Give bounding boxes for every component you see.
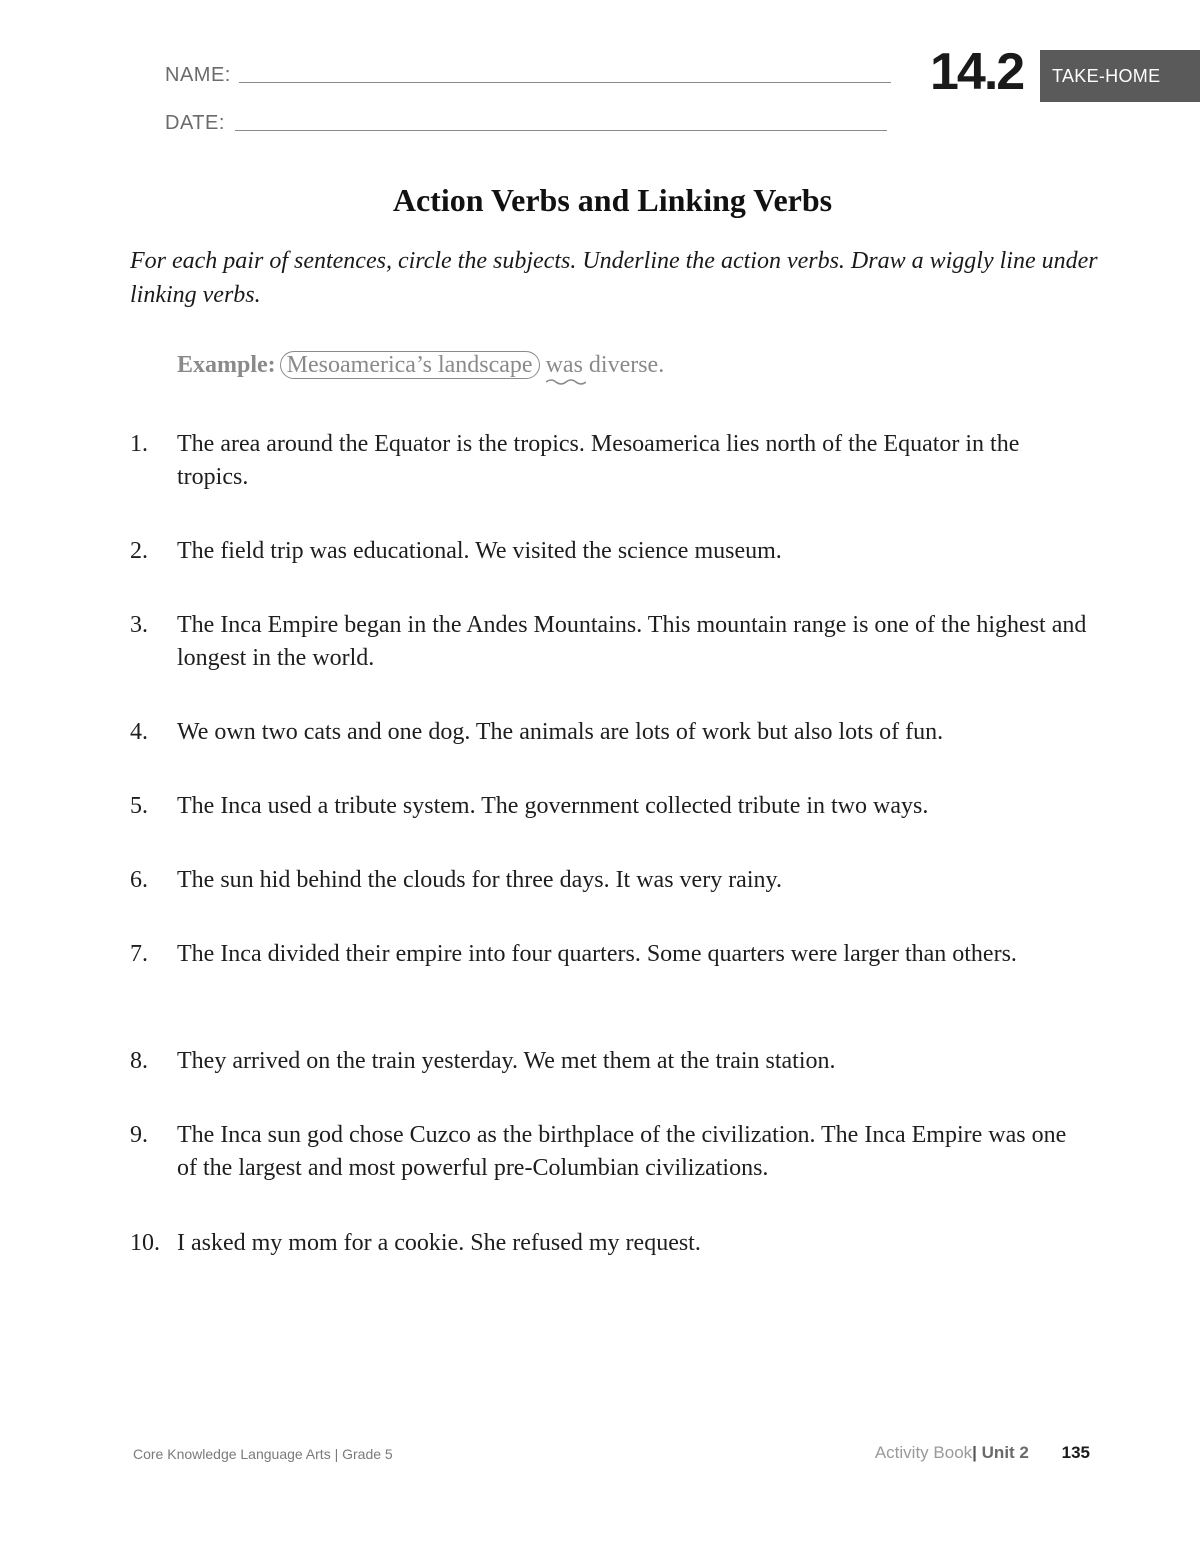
item-text: The Inca Empire began in the Andes Mountains. This mountain range is one of the highest and longest in the world.: [177, 612, 1087, 671]
list-item: [130, 790, 1090, 823]
list-item: [130, 535, 1090, 568]
item-text: The area around the Equator is the tropics. Mesoamerica lies north of the Equator in the tropics.: [177, 431, 1020, 490]
name-field-line[interactable]: [239, 82, 891, 83]
footer-course-info: Core Knowledge Language Arts | Grade 5: [133, 1446, 393, 1462]
page-number: 135: [1061, 1443, 1090, 1462]
item-number: 5.: [130, 793, 148, 819]
name-label: NAME:: [165, 64, 231, 86]
take-home-badge: TAKE-HOME: [1040, 50, 1200, 102]
item-number: 7.: [130, 941, 148, 967]
item-number: 4.: [130, 719, 148, 745]
item-number: 6.: [130, 867, 148, 893]
date-row: [165, 112, 887, 135]
example-rest: diverse.: [588, 352, 665, 378]
item-number: 10.: [130, 1230, 160, 1256]
footer-book: Activity Book: [874, 1443, 973, 1462]
item-text: I asked my mom for a cookie. She refused my request.: [177, 1230, 701, 1256]
item-text: The field trip was educational. We visited the science museum.: [177, 538, 782, 564]
item-number: 9.: [130, 1122, 148, 1148]
date-label: DATE:: [165, 112, 225, 134]
item-number: 2.: [130, 538, 148, 564]
item-text: The Inca sun god chose Cuzco as the birthplace of the civilization. The Inca Empire was one of the largest and most powerful pre-Columbian civilizations.: [177, 1122, 1067, 1181]
list-item: [130, 716, 1090, 749]
date-field-line[interactable]: [235, 130, 887, 131]
example-label: Example:: [177, 352, 276, 378]
item-text: They arrived on the train yesterday. We met them at the train station.: [177, 1048, 836, 1074]
example-linking-verb: [546, 352, 583, 378]
list-item: [130, 938, 1090, 971]
item-number: 8.: [130, 1048, 148, 1074]
instructions: For each pair of sentences, circle the subjects. Underline the action verbs. Draw a wiggly line under linking verbs.: [130, 248, 1098, 308]
list-item: [130, 609, 1090, 675]
list-item: [130, 1227, 1090, 1260]
item-number: 3.: [130, 612, 148, 638]
example-verb-text: was: [545, 352, 583, 378]
list-item: [130, 428, 1090, 494]
item-text: We own two cats and one dog. The animals are lots of work but also lots of fun.: [177, 719, 944, 745]
example: [177, 352, 664, 379]
list-item: [130, 1045, 1090, 1078]
wiggly-underline-icon: [546, 378, 586, 386]
item-text: The sun hid behind the clouds for three days. It was very rainy.: [177, 867, 782, 893]
list-item: [130, 1119, 1090, 1185]
list-item: [130, 864, 1090, 897]
footer-separator: |: [972, 1443, 977, 1462]
name-row: [165, 64, 891, 87]
footer-page-info: [875, 1443, 1090, 1463]
item-text: The Inca used a tribute system. The government collected tribute in two ways.: [177, 793, 929, 819]
example-subject-circled: Mesoamerica’s landscape: [280, 351, 540, 379]
lesson-number: 14.2: [930, 43, 1024, 101]
worksheet-title: Action Verbs and Linking Verbs: [392, 182, 833, 218]
item-number: 1.: [130, 431, 148, 457]
footer-unit: Unit 2: [981, 1443, 1029, 1462]
item-text: The Inca divided their empire into four quarters. Some quarters were larger than others.: [177, 941, 1017, 967]
